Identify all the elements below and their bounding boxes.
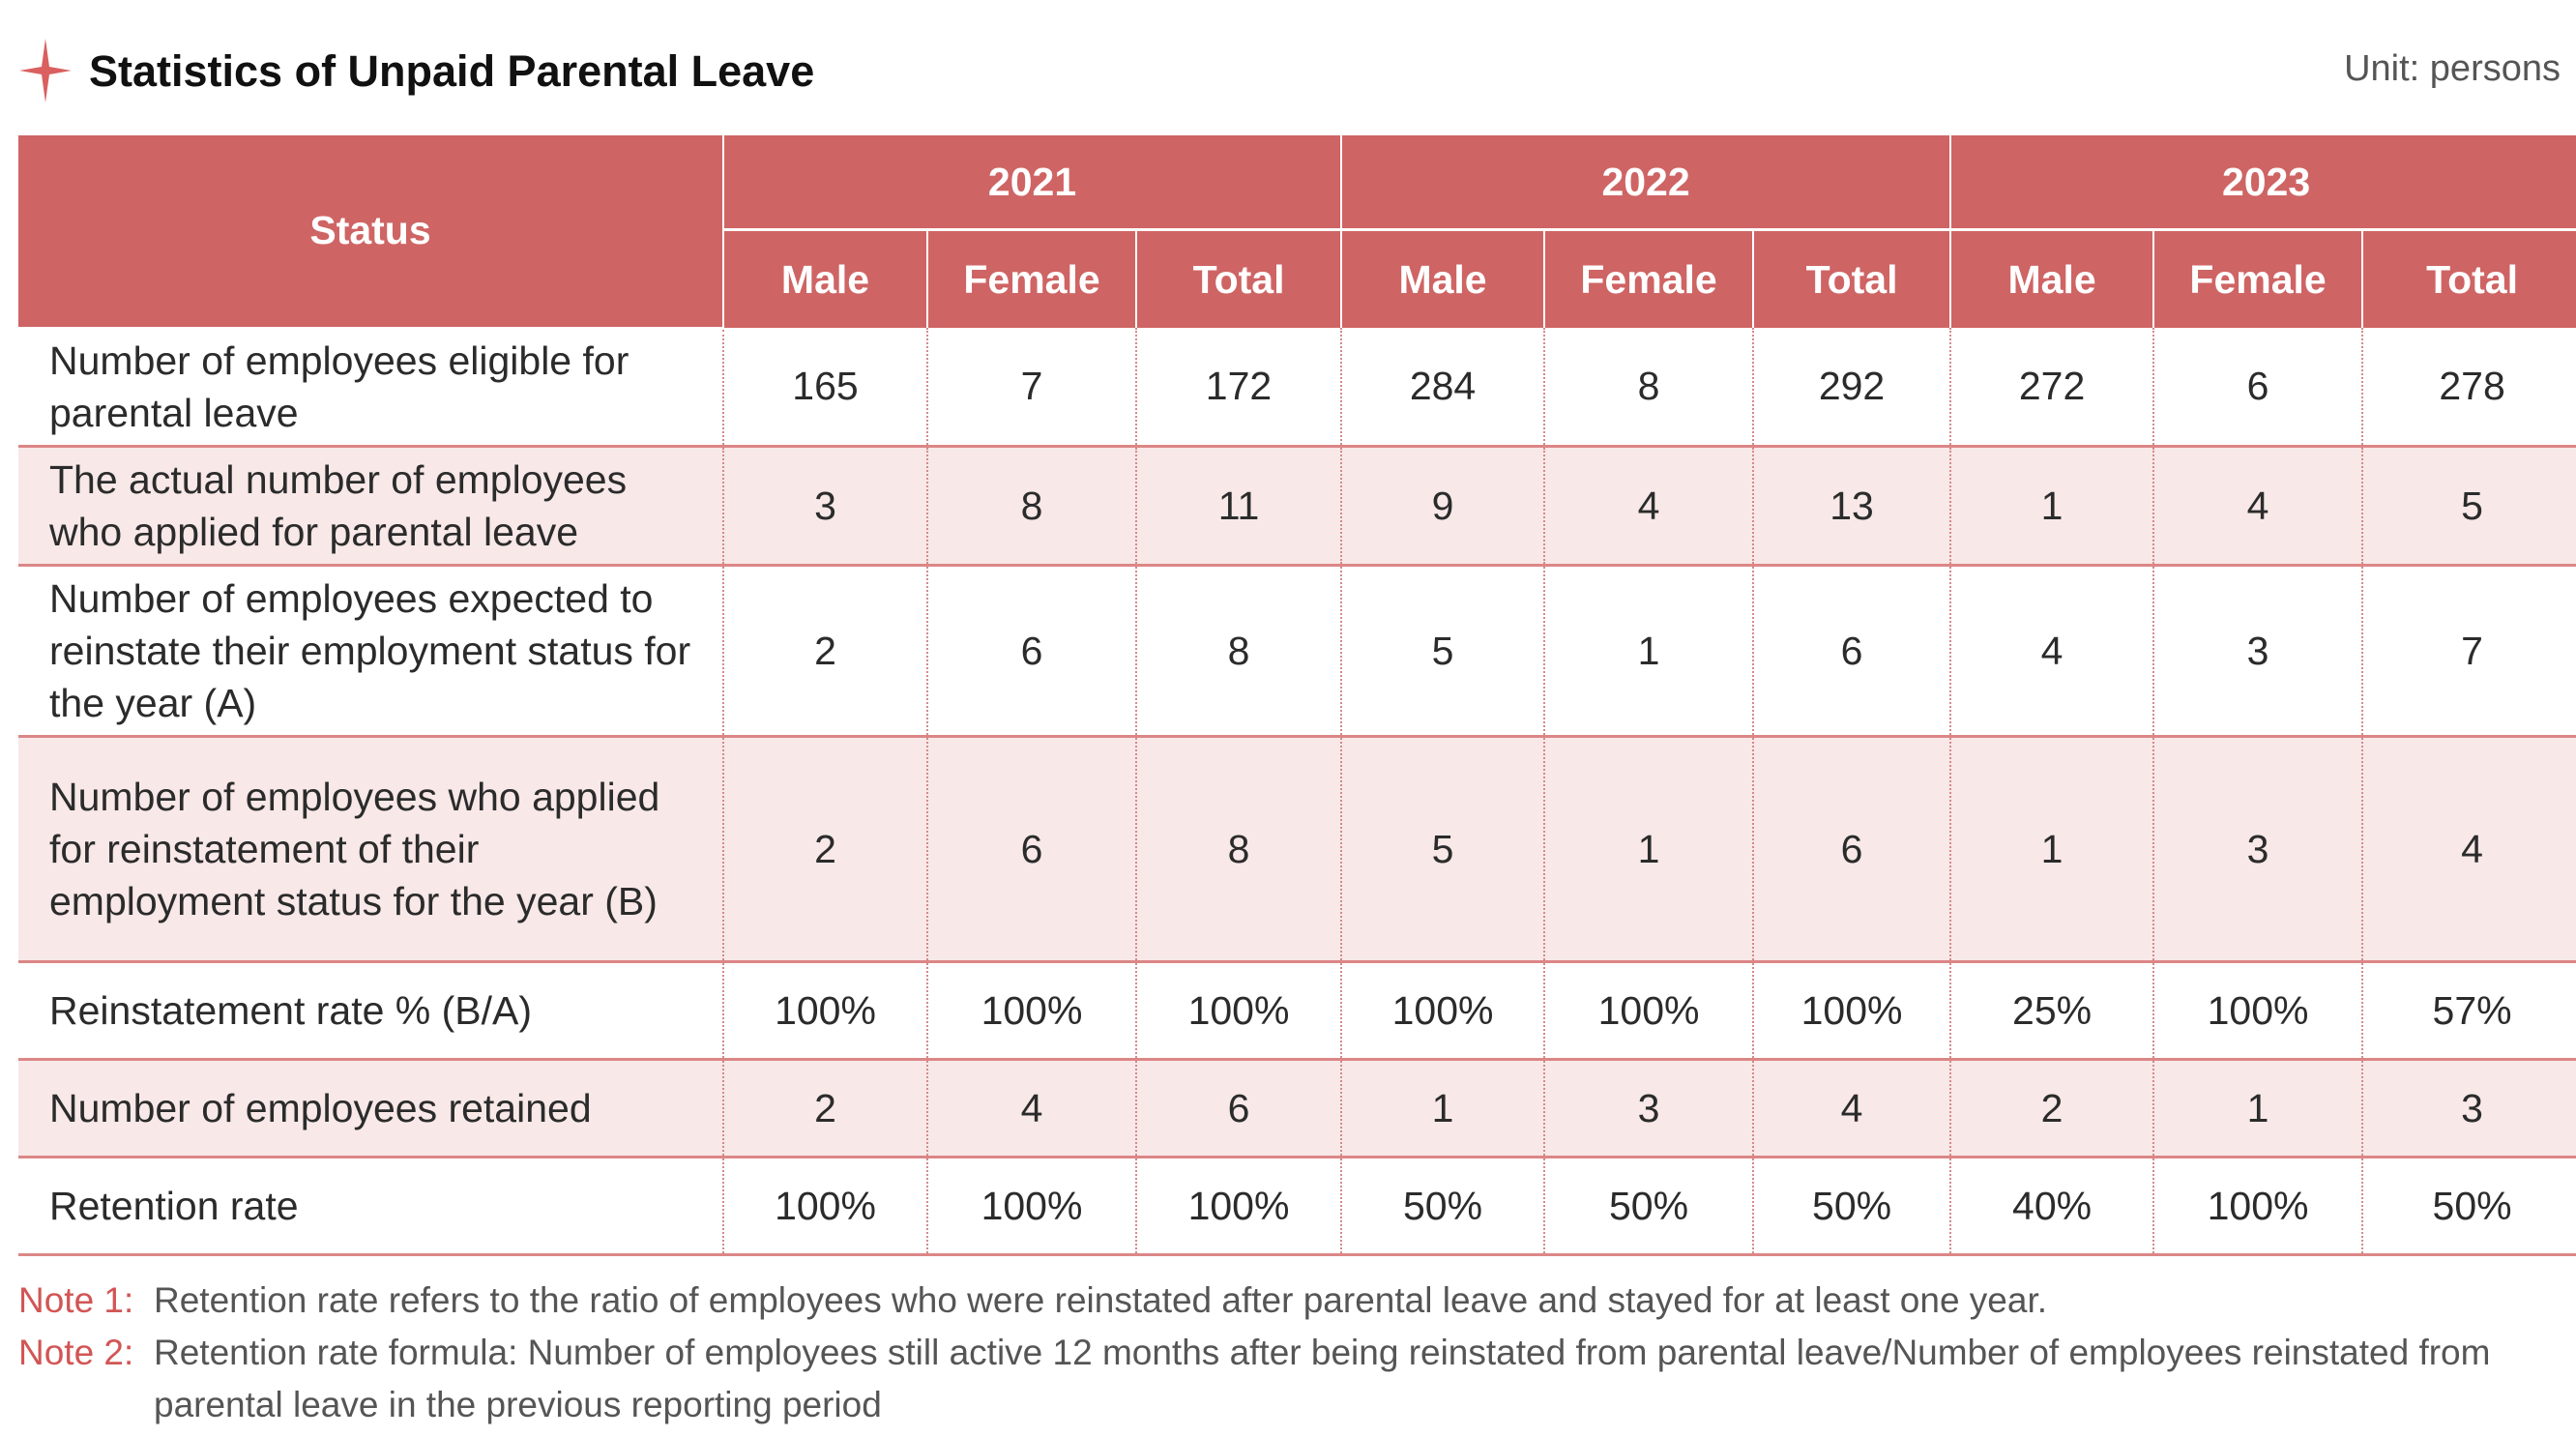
table-row <box>18 328 2576 446</box>
cell-value: 2 <box>1950 1059 2153 1157</box>
cell-value: 50% <box>1341 1157 1544 1254</box>
table-row <box>18 961 2576 1059</box>
total-header: Total <box>1136 230 1341 329</box>
cell-value: 4 <box>2153 446 2362 565</box>
row-label: Number of employees expected to reinstate their employment status for the year (A) <box>18 565 723 736</box>
row-label: Number of employees eligible for parental leave <box>18 328 723 446</box>
cell-value: 100% <box>927 961 1136 1059</box>
cell-value: 4 <box>1544 446 1753 565</box>
cell-value: 6 <box>2153 328 2362 446</box>
cell-value: 25% <box>1950 961 2153 1059</box>
cell-value: 100% <box>1136 1157 1341 1254</box>
cell-value: 3 <box>723 446 927 565</box>
cell-value: 50% <box>1544 1157 1753 1254</box>
table-row <box>18 565 2576 736</box>
cell-value: 6 <box>1753 565 1950 736</box>
page-title: Statistics of Unpaid Parental Leave <box>89 46 815 96</box>
row-label: Number of employees retained <box>18 1059 723 1157</box>
unit-label: Unit: persons <box>2344 48 2561 89</box>
cell-value: 272 <box>1950 328 2153 446</box>
total-header: Total <box>1753 230 1950 329</box>
notes <box>18 1275 2561 1431</box>
row-label: Retention rate <box>18 1157 723 1254</box>
row-label: The actual number of employees who applied for parental leave <box>18 446 723 565</box>
year-header-2022: 2022 <box>1341 135 1950 230</box>
note-label: Note 2: <box>18 1333 134 1372</box>
year-header-2021: 2021 <box>723 135 1341 230</box>
cell-value: 13 <box>1753 446 1950 565</box>
cell-value: 6 <box>1136 1059 1341 1157</box>
cell-value: 7 <box>2362 565 2576 736</box>
cell-value: 9 <box>1341 446 1544 565</box>
cell-value: 278 <box>2362 328 2576 446</box>
total-header: Total <box>2362 230 2576 329</box>
cell-value: 100% <box>1544 961 1753 1059</box>
cell-value: 6 <box>927 736 1136 961</box>
cell-value: 3 <box>1544 1059 1753 1157</box>
star-icon <box>17 37 73 104</box>
table-row <box>18 1157 2576 1254</box>
cell-value: 6 <box>1753 736 1950 961</box>
cell-value: 2 <box>723 565 927 736</box>
cell-value: 1 <box>1341 1059 1544 1157</box>
cell-value: 4 <box>1950 565 2153 736</box>
cell-value: 8 <box>1136 736 1341 961</box>
note-2 <box>18 1327 2561 1431</box>
cell-value: 1 <box>1544 736 1753 961</box>
cell-value: 2 <box>723 1059 927 1157</box>
cell-value: 165 <box>723 328 927 446</box>
note-text: Retention rate formula: Number of employees still active 12 months after being reinstated from parental leave/Number of employees reinstated from parental leave in the previous reporting period <box>154 1333 2491 1424</box>
cell-value: 100% <box>723 1157 927 1254</box>
cell-value: 5 <box>1341 565 1544 736</box>
note-label: Note 1: <box>18 1280 134 1320</box>
cell-value: 1 <box>1544 565 1753 736</box>
cell-value: 57% <box>2362 961 2576 1059</box>
female-header: Female <box>927 230 1136 329</box>
cell-value: 292 <box>1753 328 1950 446</box>
cell-value: 3 <box>2362 1059 2576 1157</box>
note-text: Retention rate refers to the ratio of employees who were reinstated after parental leave and stayed for at least one year. <box>154 1280 2048 1320</box>
row-label: Number of employees who applied for reinstatement of their employment status for the year (B) <box>18 736 723 961</box>
table-row <box>18 446 2576 565</box>
cell-value: 100% <box>723 961 927 1059</box>
note-1 <box>18 1275 2561 1327</box>
cell-value: 6 <box>927 565 1136 736</box>
cell-value: 100% <box>1753 961 1950 1059</box>
parental-leave-table <box>18 135 2576 1256</box>
cell-value: 100% <box>1136 961 1341 1059</box>
table-row <box>18 1059 2576 1157</box>
female-header: Female <box>1544 230 1753 329</box>
cell-value: 284 <box>1341 328 1544 446</box>
cell-value: 100% <box>1341 961 1544 1059</box>
male-header: Male <box>1950 230 2153 329</box>
table-row <box>18 736 2576 961</box>
cell-value: 4 <box>1753 1059 1950 1157</box>
cell-value: 11 <box>1136 446 1341 565</box>
cell-value: 1 <box>2153 1059 2362 1157</box>
cell-value: 5 <box>1341 736 1544 961</box>
title-bar <box>17 37 2561 104</box>
cell-value: 100% <box>2153 1157 2362 1254</box>
cell-value: 4 <box>2362 736 2576 961</box>
cell-value: 8 <box>1544 328 1753 446</box>
year-header-2023: 2023 <box>1950 135 2576 230</box>
row-label: Reinstatement rate % (B/A) <box>18 961 723 1059</box>
cell-value: 3 <box>2153 736 2362 961</box>
cell-value: 8 <box>1136 565 1341 736</box>
cell-value: 172 <box>1136 328 1341 446</box>
cell-value: 5 <box>2362 446 2576 565</box>
cell-value: 1 <box>1950 446 2153 565</box>
cell-value: 100% <box>2153 961 2362 1059</box>
male-header: Male <box>1341 230 1544 329</box>
cell-value: 40% <box>1950 1157 2153 1254</box>
cell-value: 50% <box>2362 1157 2576 1254</box>
cell-value: 50% <box>1753 1157 1950 1254</box>
male-header: Male <box>723 230 927 329</box>
cell-value: 7 <box>927 328 1136 446</box>
cell-value: 8 <box>927 446 1136 565</box>
cell-value: 4 <box>927 1059 1136 1157</box>
status-header: Status <box>18 135 723 328</box>
female-header: Female <box>2153 230 2362 329</box>
cell-value: 2 <box>723 736 927 961</box>
cell-value: 100% <box>927 1157 1136 1254</box>
cell-value: 3 <box>2153 565 2362 736</box>
cell-value: 1 <box>1950 736 2153 961</box>
